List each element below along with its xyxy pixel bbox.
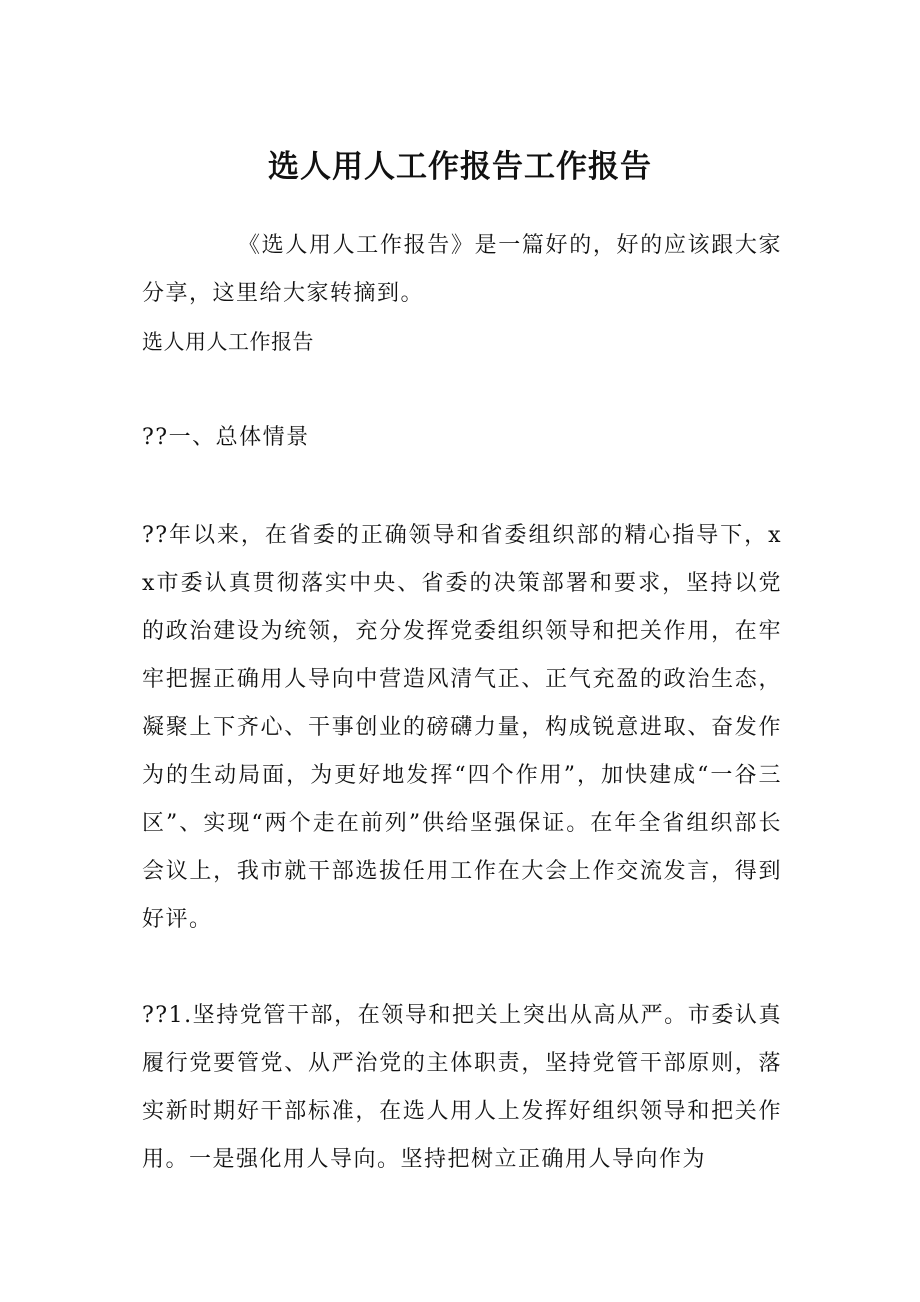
body-paragraph-2: ??1.坚持党管干部，在领导和把关上突出从高从严。市委认真履行党要管党、从严治党的主体职责，坚持党管干部原则，落实新时期好干部标准，在选人用人上发挥好组织领导和把关作用。一是强化用人导向。坚持把树立正确用人导向作为 [142, 1003, 782, 1172]
body-paragraph-1: ??年以来，在省委的正确领导和省委组织部的精心指导下，xx市委认真贯彻落实中央、省委的决策部署和要求，坚持以党的政治建设为统领，充分发挥党委组织领导和把关作用，在牢牢把握正确用人导向中营造风清气正、正气充盈的政治生态，凝聚上下齐心、干事创业的磅礴力量，构成锐意进取、奋发作为的生动局面，为更好地发挥“四个作用”，加快建成“一谷三区”、实现“两个走在前列”供给坚强保证。在年全省组织部长会议上，我市就干部选拔任用工作在大会上作交流发言，得到好评。 [142, 523, 782, 932]
document-subtitle: 选人用人工作报告 [142, 330, 314, 354]
section-heading: ??一、总体情景 [142, 425, 310, 450]
document-title: 选人用人工作报告工作报告 [268, 149, 652, 185]
intro-paragraph: 《选人用人工作报告》是一篇好的，好的应该跟大家分享，这里给大家转摘到。 [142, 233, 782, 306]
